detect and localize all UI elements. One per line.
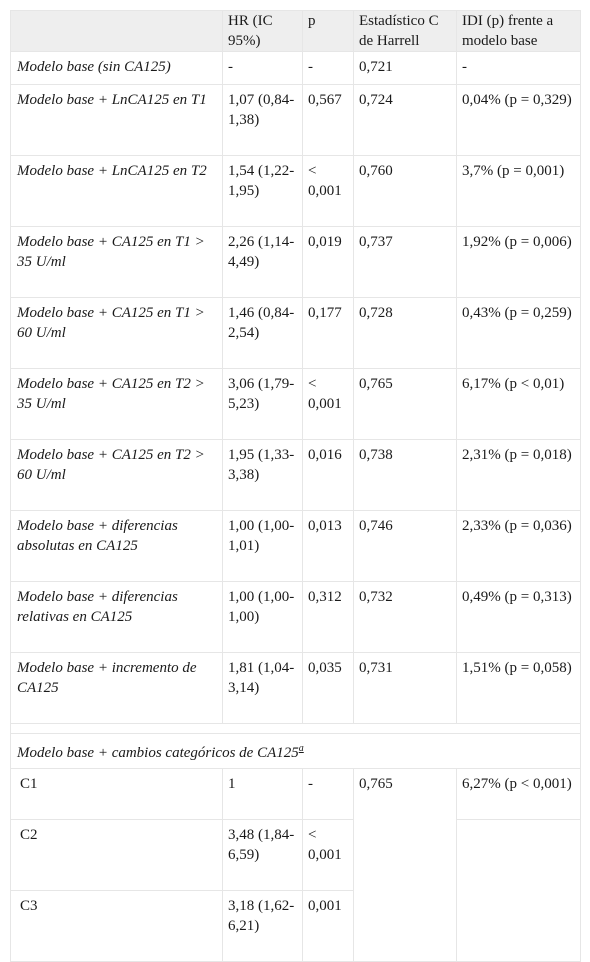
hr-value: 3,18 (1,62-6,21) xyxy=(223,891,303,962)
hr-value: 1,81 (1,04-3,14) xyxy=(223,653,303,724)
p-value: < 0,001 xyxy=(303,156,354,227)
p-value: < 0,001 xyxy=(303,820,354,891)
p-value: 0,035 xyxy=(303,653,354,724)
table-row xyxy=(11,582,581,653)
p-value: 0,312 xyxy=(303,582,354,653)
c-statistic: 0,765 xyxy=(354,769,457,962)
idi-value: 1,51% (p = 0,058) xyxy=(457,653,581,724)
categorical-title-row xyxy=(11,734,581,769)
table-row xyxy=(11,769,581,820)
c-statistic: 0,738 xyxy=(354,440,457,511)
hr-value: 3,06 (1,79-5,23) xyxy=(223,369,303,440)
table-row xyxy=(11,369,581,440)
c-statistic: 0,737 xyxy=(354,227,457,298)
idi-value: 0,49% (p = 0,313) xyxy=(457,582,581,653)
table-row xyxy=(11,227,581,298)
c-statistic: 0,746 xyxy=(354,511,457,582)
table-row xyxy=(11,440,581,511)
idi-value: 6,27% (p < 0,001) xyxy=(457,769,581,820)
c-statistic: 0,765 xyxy=(354,369,457,440)
hr-value: 1,46 (0,84-2,54) xyxy=(223,298,303,369)
p-value: 0,177 xyxy=(303,298,354,369)
idi-value: 6,17% (p < 0,01) xyxy=(457,369,581,440)
footnote-marker-link[interactable]: a xyxy=(298,743,304,754)
model-name: Modelo base + diferencias absolutas en CA125 xyxy=(11,511,223,582)
p-value: < 0,001 xyxy=(303,369,354,440)
table-row xyxy=(11,653,581,724)
idi-value: 2,33% (p = 0,036) xyxy=(457,511,581,582)
categorical-title xyxy=(11,734,581,769)
model-name: Modelo base + LnCA125 en T1 xyxy=(11,85,223,156)
header-p: p xyxy=(303,11,354,52)
model-name: Modelo base + diferencias relativas en CA125 xyxy=(11,582,223,653)
p-value: 0,001 xyxy=(303,891,354,962)
header-c-statistic: Estadístico C de Harrell xyxy=(354,11,457,52)
c-statistic: 0,728 xyxy=(354,298,457,369)
results-table-container xyxy=(10,10,580,962)
p-value: 0,567 xyxy=(303,85,354,156)
category-label: C2 xyxy=(11,820,223,891)
table-row xyxy=(11,85,581,156)
p-value: 0,016 xyxy=(303,440,354,511)
hr-value: 1,00 (1,00-1,01) xyxy=(223,511,303,582)
model-name: Modelo base + LnCA125 en T2 xyxy=(11,156,223,227)
header-hr: HR (IC 95%) xyxy=(223,11,303,52)
model-name: Modelo base (sin CA125) xyxy=(11,52,223,85)
model-name: Modelo base + CA125 en T1 > 60 U/ml xyxy=(11,298,223,369)
idi-value: 1,92% (p = 0,006) xyxy=(457,227,581,298)
idi-empty xyxy=(457,820,581,962)
hr-value: 2,26 (1,14-4,49) xyxy=(223,227,303,298)
p-value: - xyxy=(303,769,354,820)
table-row xyxy=(11,298,581,369)
p-value: 0,013 xyxy=(303,511,354,582)
header-model xyxy=(11,11,223,52)
hr-value: - xyxy=(223,52,303,85)
c-statistic: 0,760 xyxy=(354,156,457,227)
table-row xyxy=(11,52,581,85)
category-label: C1 xyxy=(11,769,223,820)
p-value: - xyxy=(303,52,354,85)
model-name: Modelo base + CA125 en T2 > 60 U/ml xyxy=(11,440,223,511)
c-statistic: 0,731 xyxy=(354,653,457,724)
header-idi: IDI (p) frente a modelo base xyxy=(457,11,581,52)
hr-value: 1,54 (1,22-1,95) xyxy=(223,156,303,227)
idi-value: 0,04% (p = 0,329) xyxy=(457,85,581,156)
header-row xyxy=(11,11,581,52)
results-table xyxy=(10,10,581,962)
idi-value: - xyxy=(457,52,581,85)
p-value: 0,019 xyxy=(303,227,354,298)
idi-value: 3,7% (p = 0,001) xyxy=(457,156,581,227)
idi-value: 2,31% (p = 0,018) xyxy=(457,440,581,511)
idi-value: 0,43% (p = 0,259) xyxy=(457,298,581,369)
table-row xyxy=(11,820,581,891)
hr-value: 1,07 (0,84-1,38) xyxy=(223,85,303,156)
c-statistic: 0,732 xyxy=(354,582,457,653)
categorical-title-text: Modelo base + cambios categóricos de CA125 xyxy=(17,745,299,761)
model-name: Modelo base + CA125 en T1 > 35 U/ml xyxy=(11,227,223,298)
model-name: Modelo base + incremento de CA125 xyxy=(11,653,223,724)
hr-value: 1,00 (1,00-1,00) xyxy=(223,582,303,653)
hr-value: 1,95 (1,33-3,38) xyxy=(223,440,303,511)
model-name: Modelo base + CA125 en T2 > 35 U/ml xyxy=(11,369,223,440)
spacer-cell xyxy=(11,724,581,734)
hr-value: 1 xyxy=(223,769,303,820)
c-statistic: 0,721 xyxy=(354,52,457,85)
c-statistic: 0,724 xyxy=(354,85,457,156)
hr-value: 3,48 (1,84-6,59) xyxy=(223,820,303,891)
category-label: C3 xyxy=(11,891,223,962)
table-row xyxy=(11,156,581,227)
spacer-row xyxy=(11,724,581,734)
table-row xyxy=(11,511,581,582)
